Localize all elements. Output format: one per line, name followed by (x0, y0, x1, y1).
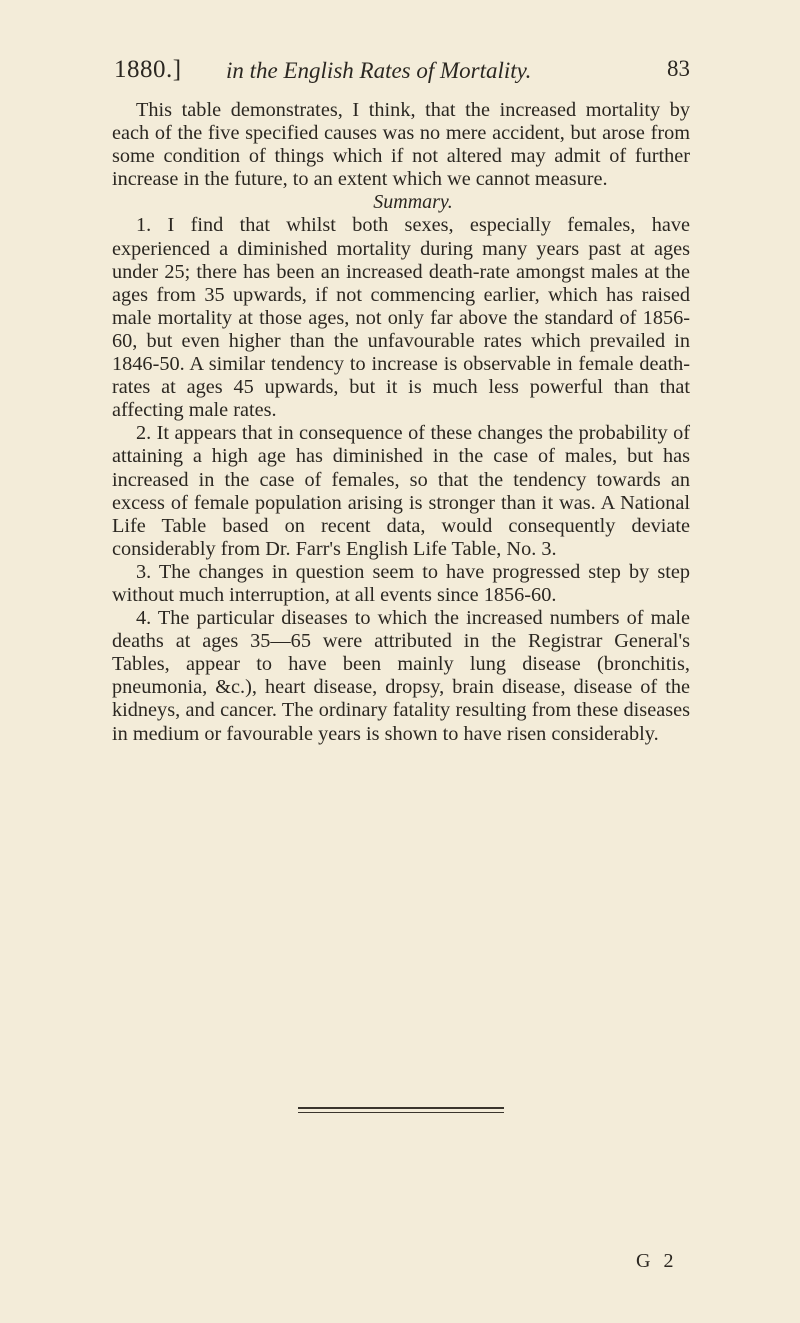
summary-point-4: 4. The particular diseases to which the increased numbers of male deaths at ages 35—65 were attributed in the Registrar General's Tables, appear to have been mainly lung disease (bronchitis, pneumonia, &c.), heart disease, dropsy, brain disease, disease of the kidneys, and cancer. The ordinary fatality resulting from these diseases in medium or favourable years is shown to have risen considerably. (112, 607, 690, 745)
header-title: in the English Rates of Mortality. (226, 58, 532, 83)
page-body (112, 99, 690, 746)
running-head (114, 56, 690, 90)
section-divider-thin (298, 1112, 504, 1113)
summary-heading: Summary. (373, 191, 453, 214)
intro-paragraph: This table demonstrates, I think, that the increased mortality by each of the five specified causes was no mere accident, but arose from some condition of things which if not altered may admit of further increase in the future, to an extent which we cannot measure. (112, 99, 690, 191)
signature-mark: G 2 (636, 1250, 678, 1272)
summary-point-1: 1. I find that whilst both sexes, especially females, have experienced a diminished mortality during many years past at ages under 25; there has been an increased death-rate amongst males at the ages from 35 upwards, if not commencing earlier, which has raised male mortality at those ages, not only far above the standard of 1856-60, but even higher than the unfavourable rates which prevailed in 1846-50. A similar tendency to increase is observable in female death-rates at ages 45 upwards, but it is much less powerful than that affecting male rates. (112, 214, 690, 422)
header-year: 1880.] (114, 56, 182, 83)
summary-point-3: 3. The changes in question seem to have progressed step by step without much interruption, at all events since 1856-60. (112, 560, 690, 606)
section-divider (298, 1107, 504, 1109)
summary-point-2: 2. It appears that in consequence of these changes the probability of attaining a high age has diminished in the case of males, but has increased in the case of females, so that the tendency towards an excess of female population arising is stronger than it was. A National Life Table based on recent data, would consequently deviate considerably from Dr. Farr's English Life Table, No. 3. (112, 422, 690, 560)
page-number: 83 (667, 56, 690, 81)
